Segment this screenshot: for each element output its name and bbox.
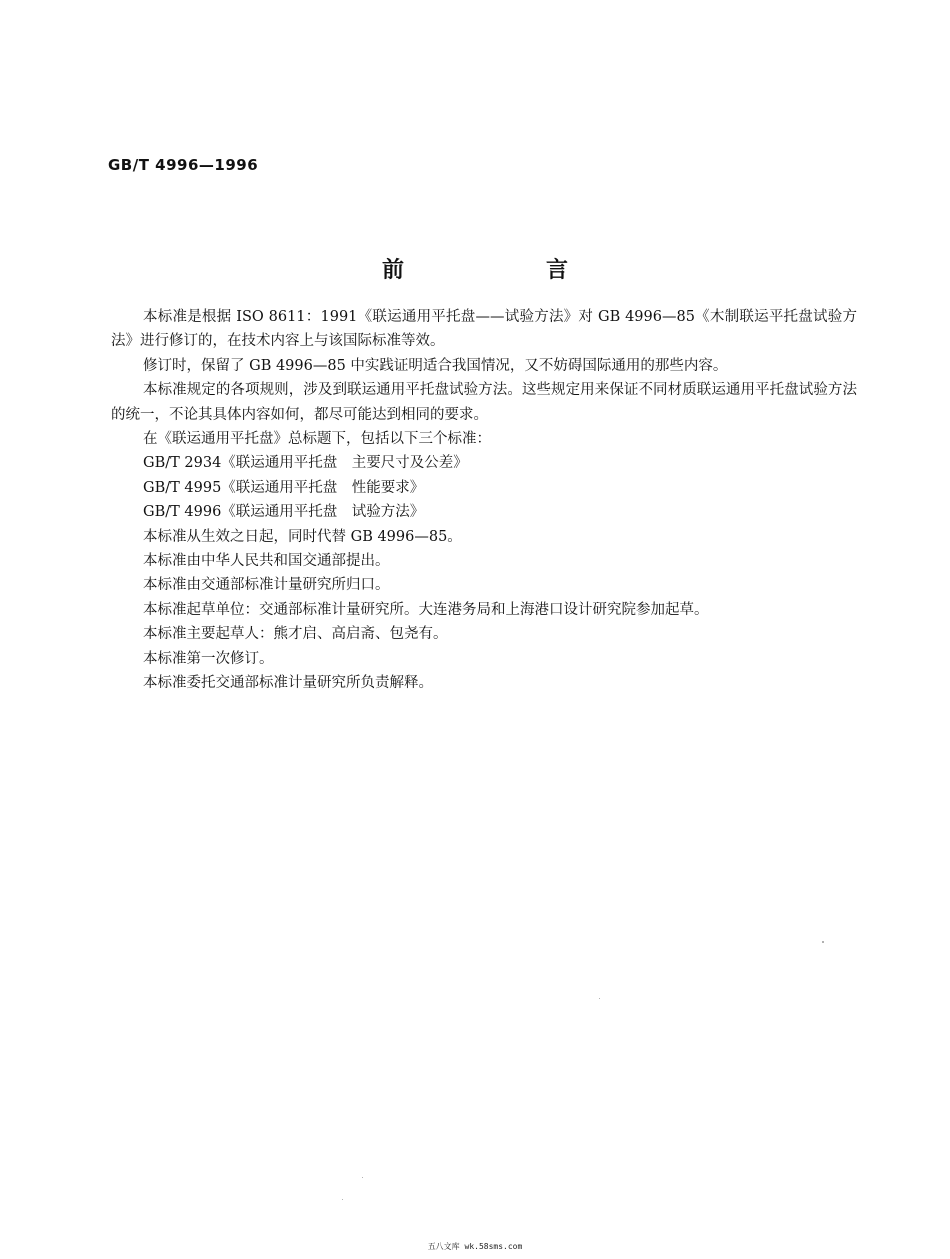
paragraph-standard-4996: GB/T 4996《联运通用平托盘 试验方法》 [143, 504, 425, 521]
scan-speck [599, 998, 600, 999]
paragraph-interpretation: 本标准委托交通部标准计量研究所负责解释。 [143, 675, 433, 692]
scan-speck [342, 1199, 343, 1200]
paragraph-revision: 修订时，保留了 GB 4996—85 中实践证明适合我国情况，又不妨碍国际通用的那些内容。 [143, 357, 728, 374]
standard-code: GB/T 4996—1996 [108, 156, 259, 174]
footer-watermark: 五八文库 wk.58sms.com [427, 1242, 523, 1251]
paragraph-drafting-units: 本标准起草单位：交通部标准计量研究所。大连港务局和上海港口设计研究院参加起草。 [143, 601, 709, 618]
paragraph-effective: 本标准从生效之日起，同时代替 GB 4996—85。 [143, 528, 462, 545]
paragraph-standard-4995: GB/T 4995《联运通用平托盘 性能要求》 [143, 479, 425, 496]
page-title: 前 言 [381, 257, 628, 283]
paragraph-rules: 本标准规定的各项规则，涉及到联运通用平托盘试验方法。这些规定用来保证不同材质联运通用平托盘试验方法的统一，不论其具体内容如何，都尽可能达到相同的要求。 [111, 382, 857, 423]
paragraph-basis: 本标准是根据 ISO 8611：1991《联运通用平托盘——试验方法》对 GB 4996—85《木制联运平托盘试验方法》进行修订的，在技术内容上与该国际标准等效。 [111, 309, 857, 350]
scan-speck [362, 1177, 363, 1178]
paragraph-drafters: 本标准主要起草人：熊才启、高启斋、包尧有。 [143, 626, 448, 643]
scan-speck [822, 941, 824, 943]
paragraph-proposed-by: 本标准由中华人民共和国交通部提出。 [143, 553, 390, 570]
paragraph-standard-2934: GB/T 2934《联运通用平托盘 主要尺寸及公差》 [143, 455, 468, 472]
paragraph-first-revision: 本标准第一次修订。 [143, 650, 274, 667]
paragraph-administered-by: 本标准由交通部标准计量研究所归口。 [143, 577, 390, 594]
paragraph-series-intro: 在《联运通用平托盘》总标题下，包括以下三个标准： [143, 431, 491, 448]
foreword-body [111, 305, 857, 696]
